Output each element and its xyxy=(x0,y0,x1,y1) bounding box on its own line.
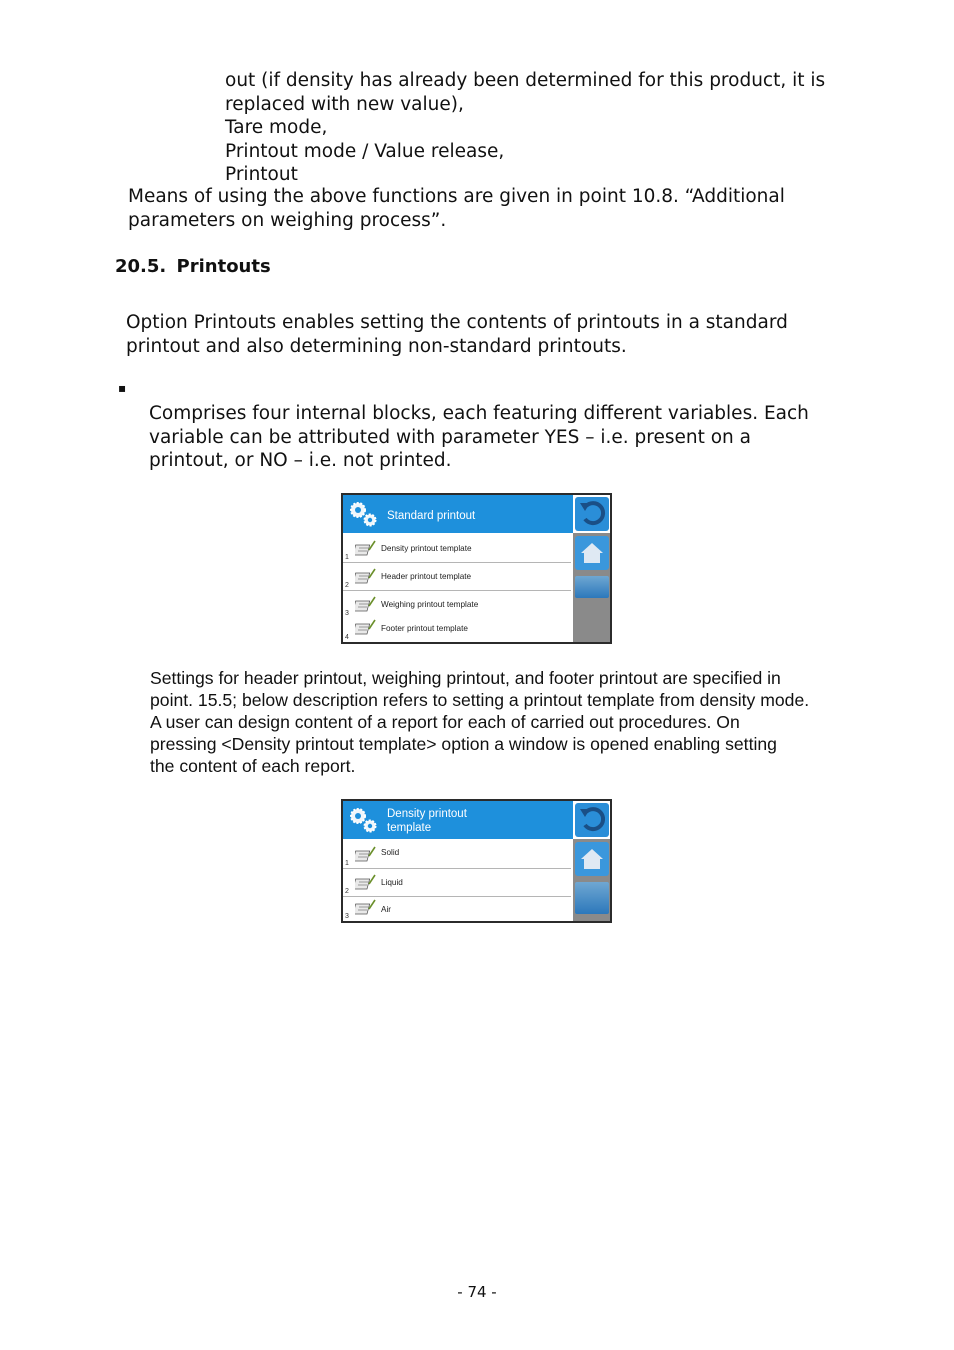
list-item-number: 1 xyxy=(345,554,349,561)
continuation-line: replaced with new value), xyxy=(225,93,464,115)
settings-gear-icon xyxy=(347,499,379,529)
printout-template-icon xyxy=(355,899,377,917)
back-button[interactable] xyxy=(575,803,609,837)
settings-line: the content of each report. xyxy=(150,756,356,776)
list-item-label: Weighing printout template xyxy=(381,600,479,609)
printout-template-icon xyxy=(355,596,377,614)
list-item[interactable] xyxy=(343,617,571,642)
list-item-number: 3 xyxy=(345,610,349,617)
intro-line: Option Printouts enables setting the contents of printouts in a standard xyxy=(126,312,788,333)
scroll-column xyxy=(573,839,612,921)
settings-paragraph xyxy=(150,667,809,777)
list-item-number: 2 xyxy=(345,582,349,589)
list-item-number: 4 xyxy=(345,634,349,641)
list-item[interactable] xyxy=(343,535,571,563)
list-item-label: Liquid xyxy=(381,878,403,887)
printout-template-icon xyxy=(355,568,377,586)
list-item-label: Solid xyxy=(381,848,400,857)
screen-header xyxy=(343,801,573,839)
list-item-number: 1 xyxy=(345,860,349,867)
scrollbar-thumb[interactable] xyxy=(575,576,609,598)
list-item-label: Air xyxy=(381,905,392,914)
screen-title-line: template xyxy=(387,822,432,834)
bullet-marker: ▪ xyxy=(118,381,127,395)
list-item-label: Header printout template xyxy=(381,572,472,581)
settings-line: pressing <Density printout template> option a window is opened enabling setting xyxy=(150,734,777,754)
section-number: 20.5. xyxy=(115,256,167,277)
list-item[interactable] xyxy=(343,841,571,869)
list-item-number: 2 xyxy=(345,888,349,895)
list-item-label: Density printout template xyxy=(381,544,472,553)
printout-template-icon xyxy=(355,846,377,864)
continuation-line: out (if density has already been determined for this product, it is xyxy=(225,70,826,91)
printout-template-icon xyxy=(355,540,377,558)
means-line: parameters on weighing process”. xyxy=(128,209,447,231)
continuation-list xyxy=(225,69,825,187)
means-line: Means of using the above functions are given in point 10.8. “Additional xyxy=(128,186,785,207)
intro-paragraph xyxy=(126,311,788,358)
screen-title xyxy=(387,807,497,835)
printout-template-icon xyxy=(355,619,377,637)
home-icon xyxy=(575,536,609,570)
home-button[interactable] xyxy=(575,536,609,570)
list-item[interactable] xyxy=(343,869,571,897)
page-number: - 74 - xyxy=(457,1283,497,1301)
scroll-column xyxy=(573,533,612,644)
list-item[interactable] xyxy=(343,563,571,591)
blocks-line: variable can be attributed with parameter YES – i.e. present on a xyxy=(149,426,751,448)
continuation-line: Tare mode, xyxy=(225,117,328,138)
list-item[interactable] xyxy=(343,897,571,921)
standard-printout-screen xyxy=(341,493,612,644)
intro-line: printout and also determining non-standard printouts. xyxy=(126,335,627,357)
blocks-paragraph xyxy=(149,402,809,473)
continuation-line: Printout mode / Value release, xyxy=(225,140,505,162)
home-icon xyxy=(575,842,609,876)
section-heading xyxy=(115,256,271,277)
settings-line: Settings for header printout, weighing printout, and footer printout are specified in xyxy=(150,668,781,688)
settings-line: point. 15.5; below description refers to setting a printout template from density mode. xyxy=(150,690,810,710)
means-paragraph xyxy=(128,185,785,232)
section-title: Printouts xyxy=(176,256,271,277)
back-arrow-icon xyxy=(575,803,609,837)
settings-line: A user can design content of a report for each of carried out procedures. On xyxy=(150,712,740,732)
blocks-line: printout, or NO – i.e. not printed. xyxy=(149,450,452,471)
home-button[interactable] xyxy=(575,842,609,876)
scrollbar-thumb[interactable] xyxy=(575,882,609,914)
settings-gear-icon xyxy=(347,805,379,835)
list-item-label: Footer printout template xyxy=(381,624,468,633)
density-printout-template-screen xyxy=(341,799,612,923)
continuation-line: Printout xyxy=(225,164,298,185)
blocks-line: Comprises four internal blocks, each featuring different variables. Each xyxy=(149,403,809,424)
list-item-number: 3 xyxy=(345,913,349,920)
printout-template-icon xyxy=(355,874,377,892)
list-item[interactable] xyxy=(343,591,571,619)
screen-header xyxy=(343,495,573,533)
screen-title-line: Density printout xyxy=(387,808,467,820)
back-button[interactable] xyxy=(575,497,609,531)
back-arrow-icon xyxy=(575,497,609,531)
screen-title: Standard printout xyxy=(387,510,476,522)
